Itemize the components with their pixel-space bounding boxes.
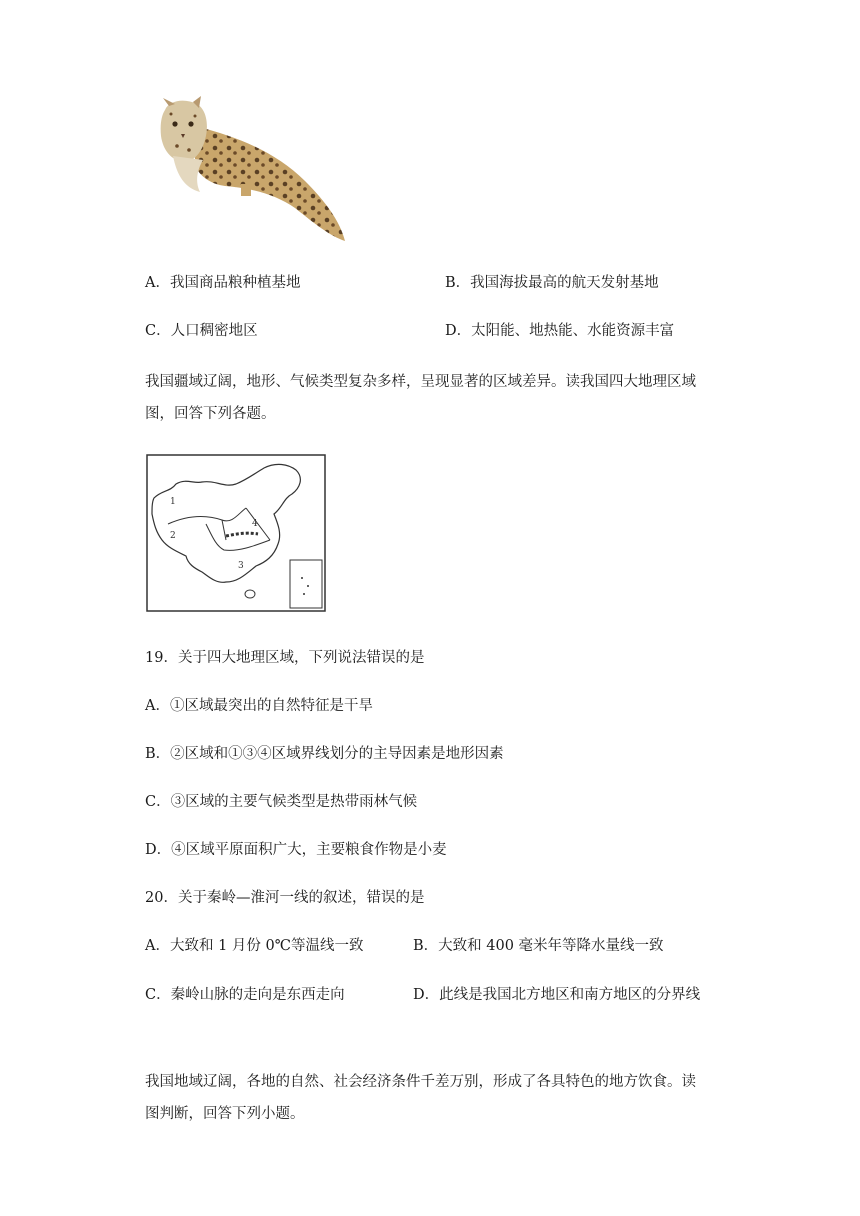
map-label-2: 2 (170, 531, 176, 541)
intro-food-line1: 我国地域辽阔，各地的自然、社会经济条件千差万别，形成了各具特色的地方饮食。读 (145, 1074, 696, 1090)
q18-option-a: A．我国商品粮种植基地 (145, 275, 301, 291)
q20-option-a: A．大致和 1 月份 0℃等温线一致 (145, 938, 364, 954)
q18-option-c: C．人口稠密地区 (145, 323, 258, 339)
map-label-4: 4 (252, 519, 258, 529)
china-regions-map (146, 454, 326, 612)
q19-option-a: A．①区域最突出的自然特征是干旱 (145, 698, 373, 714)
q20-option-c: C．秦岭山脉的走向是东西走向 (145, 987, 345, 1003)
intro-regions-line2: 图，回答下列各题。 (145, 406, 276, 422)
intro-regions-line1: 我国疆域辽阔，地形、气候类型复杂多样，呈现显著的区域差异。读我国四大地理区域 (145, 374, 696, 390)
q18-option-b: B．我国海拔最高的航天发射基地 (445, 275, 659, 291)
q19-option-d: D．④区域平原面积广大，主要粮食作物是小麦 (145, 842, 447, 858)
q20-option-b: B．大致和 400 毫米年等降水量线一致 (413, 938, 664, 954)
map-label-3: 3 (238, 561, 244, 571)
q19-option-c: C．③区域的主要气候类型是热带雨林气候 (145, 794, 418, 810)
q18-option-d: D．太阳能、地热能、水能资源丰富 (445, 323, 675, 339)
intro-food-line2: 图判断，回答下列小题。 (145, 1106, 305, 1122)
q20-stem: 20．关于秦岭—淮河一线的叙述，错误的是 (145, 890, 425, 906)
snow-leopard-image (155, 96, 355, 246)
q20-option-d: D．此线是我国北方地区和南方地区的分界线 (413, 987, 701, 1003)
map-label-1: 1 (170, 497, 176, 507)
q19-stem: 19．关于四大地理区域，下列说法错误的是 (145, 650, 425, 666)
q19-option-b: B．②区域和①③④区域界线划分的主导因素是地形因素 (145, 746, 504, 762)
